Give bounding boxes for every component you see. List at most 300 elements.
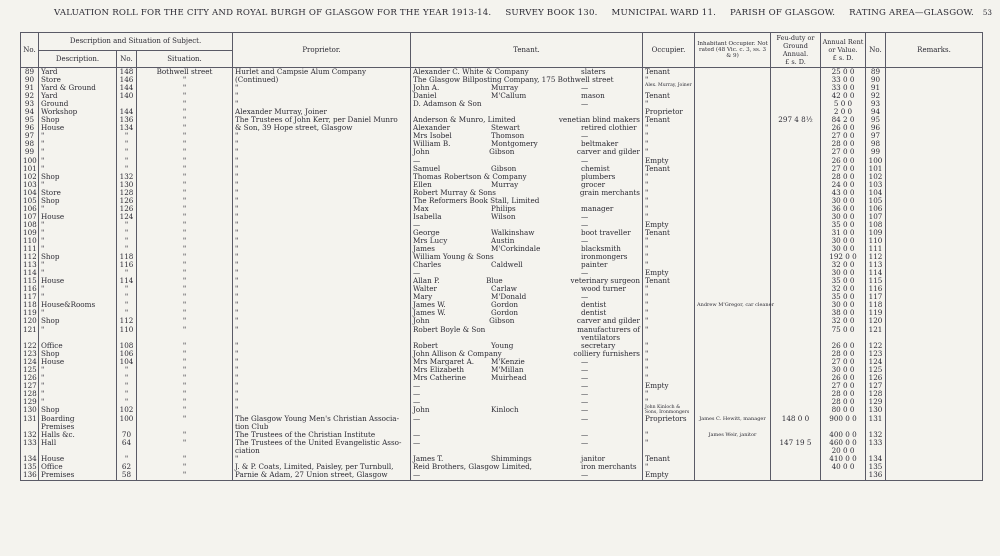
tenant-occupation: beltmaker xyxy=(581,139,619,149)
row-remarks xyxy=(886,285,983,293)
row-description: Ground xyxy=(39,100,117,108)
tenant-first: George xyxy=(413,227,440,237)
row-rent: 84 2 0 xyxy=(821,116,866,124)
row-description: " xyxy=(39,165,117,173)
row-rent: 28 0 0 xyxy=(821,173,866,181)
tenant-occupation: — xyxy=(581,396,589,406)
col-rent-label: Annual Rent or Value. xyxy=(822,38,864,54)
row-rent: 33 0 0 xyxy=(821,76,866,84)
tenant-surname: Wilson xyxy=(491,211,516,221)
row-proprietor: " xyxy=(233,382,411,390)
row-number-right: 121 xyxy=(866,326,886,334)
row-occupier: Alex. Murray, Joiner xyxy=(643,84,695,92)
row-occupier xyxy=(643,334,695,342)
row-street-number: " xyxy=(117,374,137,382)
row-description: House xyxy=(39,358,117,366)
row-inhabitant: James Weir, janitor xyxy=(695,431,771,439)
row-feu xyxy=(771,398,821,406)
row-street-number: 114 xyxy=(117,277,137,285)
row-occupier: " xyxy=(643,342,695,350)
row-inhabitant xyxy=(695,68,771,77)
row-inhabitant xyxy=(695,108,771,116)
table-row xyxy=(21,463,983,471)
row-proprietor: The Glasgow Young Men's Christian Associa- xyxy=(233,415,411,423)
row-rent: 27 0 0 xyxy=(821,148,866,156)
row-occupier: Empty xyxy=(643,471,695,480)
row-street-number: 116 xyxy=(117,261,137,269)
row-proprietor: " xyxy=(233,253,411,261)
tenant-first: William B. xyxy=(413,139,451,149)
tenant-surname: Carlaw xyxy=(491,284,517,294)
row-occupier: John Kinloch & Sons, Ironmongers xyxy=(643,406,695,415)
row-occupier: " xyxy=(643,100,695,108)
row-description: Shop xyxy=(39,173,117,181)
row-description: " xyxy=(39,390,117,398)
tenant-surname: Gordon xyxy=(491,308,519,318)
row-street-number: 140 xyxy=(117,92,137,100)
row-proprietor: " xyxy=(233,326,411,334)
tenant-surname xyxy=(491,471,581,479)
row-description: Halls &c. xyxy=(39,431,117,439)
row-street-number: " xyxy=(117,293,137,301)
row-situation: " xyxy=(137,374,233,382)
row-inhabitant xyxy=(695,92,771,100)
row-rent: 28 0 0 xyxy=(821,350,866,358)
row-street-number: " xyxy=(117,285,137,293)
row-tenant xyxy=(411,463,643,471)
row-street-number: 100 xyxy=(117,415,137,423)
row-number-right: 136 xyxy=(866,471,886,480)
row-number-right: 111 xyxy=(866,245,886,253)
tenant-occupation: — xyxy=(581,219,589,229)
col-situation: Situation. xyxy=(137,50,233,68)
row-description: " xyxy=(39,309,117,317)
tenant-surname: Shimmings xyxy=(491,454,532,464)
tenant-first: Samuel xyxy=(413,163,441,173)
tenant-occupation xyxy=(581,76,640,84)
row-description: Yard & Ground xyxy=(39,84,117,92)
tenant-surname: Gibson xyxy=(489,147,515,157)
row-rent: 30 0 0 xyxy=(821,237,866,245)
row-remarks xyxy=(886,197,983,205)
tenant-first: — xyxy=(413,396,421,406)
row-situation: " xyxy=(137,189,233,197)
row-proprietor: " xyxy=(233,358,411,366)
row-number-right: 116 xyxy=(866,285,886,293)
row-inhabitant xyxy=(695,261,771,269)
row-proprietor: " xyxy=(233,100,411,108)
row-street-number: " xyxy=(117,398,137,406)
row-description: " xyxy=(39,245,117,253)
col-occupier: Occupier. xyxy=(643,33,695,68)
row-inhabitant xyxy=(695,132,771,140)
row-feu xyxy=(771,293,821,301)
row-number-right: 123 xyxy=(866,350,886,358)
row-inhabitant xyxy=(695,398,771,406)
tenant-occupation: iron merchants xyxy=(581,462,637,472)
col-inhabitant: Inhabitant Occupier. Not rated (48 Vic. c. 3, ss. 3 & 9) xyxy=(695,33,771,68)
row-feu xyxy=(771,358,821,366)
row-description: " xyxy=(39,221,117,229)
row-street-number: " xyxy=(117,269,137,277)
row-occupier: " xyxy=(643,261,695,269)
row-street-number: 132 xyxy=(117,173,137,181)
row-situation: " xyxy=(137,116,233,124)
row-inhabitant xyxy=(695,277,771,285)
row-feu xyxy=(771,181,821,189)
row-street-number: " xyxy=(117,132,137,140)
row-situation: " xyxy=(137,342,233,350)
row-feu xyxy=(771,165,821,173)
row-remarks xyxy=(886,439,983,447)
row-situation: " xyxy=(137,165,233,173)
row-proprietor: " xyxy=(233,221,411,229)
row-proprietor: " xyxy=(233,237,411,245)
row-inhabitant xyxy=(695,221,771,229)
row-situation: " xyxy=(137,92,233,100)
row-number-right: 98 xyxy=(866,140,886,148)
row-tenant xyxy=(411,173,643,181)
row-proprietor: Hurlet and Campsie Alum Company xyxy=(233,68,411,77)
row-description: " xyxy=(39,398,117,406)
row-remarks xyxy=(886,350,983,358)
tenant-occupation: venetian blind makers xyxy=(558,115,640,125)
row-number: 107 xyxy=(21,213,39,221)
tenant-occupation: chemist xyxy=(581,163,610,173)
row-tenant xyxy=(411,439,643,447)
row-inhabitant xyxy=(695,100,771,108)
row-street-number: 112 xyxy=(117,317,137,325)
valuation-table xyxy=(20,32,983,481)
row-street-number: 118 xyxy=(117,253,137,261)
row-feu xyxy=(771,213,821,221)
tenant-surname: Murray xyxy=(491,83,519,93)
page-number: 53 xyxy=(982,8,992,17)
row-description: " xyxy=(39,366,117,374)
row-rent: 80 0 0 xyxy=(821,406,866,415)
tenant-surname xyxy=(491,431,581,439)
row-occupier: " xyxy=(643,205,695,213)
tenant-occupation: dentist xyxy=(581,308,607,318)
row-occupier: " xyxy=(643,398,695,406)
row-street-number: 62 xyxy=(117,463,137,471)
row-description: " xyxy=(39,140,117,148)
row-number-right: 108 xyxy=(866,221,886,229)
row-situation: " xyxy=(137,431,233,439)
row-rent: 27 0 0 xyxy=(821,165,866,173)
row-situation: " xyxy=(137,140,233,148)
table-row xyxy=(21,326,983,334)
row-tenant xyxy=(411,415,643,423)
row-rent: 28 0 0 xyxy=(821,398,866,406)
row-number-right: 106 xyxy=(866,205,886,213)
row-remarks xyxy=(886,447,983,455)
tenant-occupation: — xyxy=(581,372,589,382)
tenant-occupation: — xyxy=(581,380,589,390)
row-rent: 2 0 0 xyxy=(821,108,866,116)
row-description: Shop xyxy=(39,197,117,205)
row-description: Office xyxy=(39,463,117,471)
row-number: 108 xyxy=(21,221,39,229)
row-remarks xyxy=(886,205,983,213)
row-remarks xyxy=(886,173,983,181)
row-remarks xyxy=(886,366,983,374)
row-feu xyxy=(771,334,821,342)
tenant-first: Daniel xyxy=(413,91,437,101)
table-row xyxy=(21,415,983,423)
row-number: 90 xyxy=(21,76,39,84)
row-proprietor: The Trustees of the Christian Institute xyxy=(233,431,411,439)
row-inhabitant xyxy=(695,439,771,447)
row-number: 129 xyxy=(21,398,39,406)
row-rent: 28 0 0 xyxy=(821,140,866,148)
row-description: " xyxy=(39,293,117,301)
row-inhabitant xyxy=(695,173,771,181)
row-inhabitant: Andrew M'Gregor, car cleaner xyxy=(695,301,771,309)
row-proprietor: " xyxy=(233,261,411,269)
tenant-occupation: plumbers xyxy=(581,171,616,181)
row-proprietor: " xyxy=(233,366,411,374)
tenant-occupation: colliery furnishers xyxy=(573,348,640,358)
row-inhabitant xyxy=(695,197,771,205)
tenant-first: Robert Murray & Sons xyxy=(413,187,496,197)
tenant-surname: Muirhead xyxy=(491,372,527,382)
tenant-first: The Glasgow Billposting Company, 175 Bothwell street xyxy=(413,75,614,85)
row-proprietor: " xyxy=(233,132,411,140)
row-feu xyxy=(771,124,821,132)
row-tenant xyxy=(411,374,643,382)
row-number: 113 xyxy=(21,261,39,269)
tenant-surname xyxy=(491,463,581,471)
row-inhabitant xyxy=(695,334,771,342)
tenant-surname: M'Donald xyxy=(491,292,527,302)
row-proprietor: " xyxy=(233,406,411,415)
row-number: 126 xyxy=(21,374,39,382)
row-inhabitant xyxy=(695,213,771,221)
row-proprietor: J. & P. Coats, Limited, Paisley, per Turnbull, xyxy=(233,463,411,471)
row-description: " xyxy=(39,269,117,277)
row-proprietor: " xyxy=(233,148,411,156)
row-rent: 27 0 0 xyxy=(821,382,866,390)
row-rent: 30 0 0 xyxy=(821,245,866,253)
row-tenant xyxy=(411,406,643,415)
row-description: Shop xyxy=(39,406,117,415)
row-number: 105 xyxy=(21,197,39,205)
row-street-number: 126 xyxy=(117,205,137,213)
row-tenant xyxy=(411,398,643,406)
row-feu xyxy=(771,309,821,317)
row-description: House xyxy=(39,277,117,285)
row-situation: " xyxy=(137,269,233,277)
tenant-first: John A. xyxy=(413,83,440,93)
tenant-occupation: blacksmith xyxy=(581,244,621,254)
row-description: " xyxy=(39,374,117,382)
row-inhabitant xyxy=(695,471,771,480)
row-tenant xyxy=(411,285,643,293)
row-number: 118 xyxy=(21,301,39,309)
row-occupier: Proprietor xyxy=(643,108,695,116)
row-inhabitant xyxy=(695,229,771,237)
row-proprietor: " xyxy=(233,301,411,309)
row-street-number: 136 xyxy=(117,116,137,124)
row-street-number: 102 xyxy=(117,406,137,415)
tenant-surname xyxy=(491,415,581,423)
row-inhabitant xyxy=(695,269,771,277)
row-situation: " xyxy=(137,132,233,140)
row-inhabitant xyxy=(695,293,771,301)
row-occupier: " xyxy=(643,358,695,366)
row-occupier: " xyxy=(643,173,695,181)
row-feu xyxy=(771,301,821,309)
row-feu xyxy=(771,317,821,325)
row-proprietor: Parnie & Adam, 27 Union street, Glasgow xyxy=(233,471,411,480)
tenant-occupation: — xyxy=(581,364,589,374)
row-number-right: 95 xyxy=(866,116,886,124)
row-feu xyxy=(771,100,821,108)
row-proprietor: " xyxy=(233,189,411,197)
row-street-number: 104 xyxy=(117,358,137,366)
tenant-surname: Thomson xyxy=(491,131,525,141)
row-number: 124 xyxy=(21,358,39,366)
row-occupier: Tenant xyxy=(643,455,695,463)
row-description: Hall xyxy=(39,439,117,447)
tenant-surname: Young xyxy=(491,340,514,350)
row-description: " xyxy=(39,237,117,245)
row-inhabitant xyxy=(695,124,771,132)
row-proprietor: " xyxy=(233,173,411,181)
row-proprietor: & Son, 39 Hope street, Glasgow xyxy=(233,124,411,132)
row-situation: " xyxy=(137,326,233,334)
row-number: 95 xyxy=(21,116,39,124)
row-situation: " xyxy=(137,277,233,285)
row-number-right: 120 xyxy=(866,317,886,325)
row-number: 128 xyxy=(21,390,39,398)
tenant-first: Walter xyxy=(413,284,437,294)
tenant-surname xyxy=(491,390,581,398)
row-number-right: 99 xyxy=(866,148,886,156)
row-situation: " xyxy=(137,148,233,156)
tenant-first: James T. xyxy=(413,454,444,464)
row-rent: 30 0 0 xyxy=(821,301,866,309)
row-description: Shop xyxy=(39,317,117,325)
row-proprietor: Alexander Murray, Joiner xyxy=(233,108,411,116)
tenant-occupation: — xyxy=(581,235,589,245)
row-feu xyxy=(771,189,821,197)
row-inhabitant xyxy=(695,358,771,366)
row-rent: 26 0 0 xyxy=(821,157,866,165)
row-occupier: Empty xyxy=(643,221,695,229)
tenant-occupation: janitor xyxy=(581,454,606,464)
row-description: Workshop xyxy=(39,108,117,116)
tenant-first: Anderson & Munro, Limited xyxy=(413,115,516,125)
row-number: 114 xyxy=(21,269,39,277)
row-inhabitant xyxy=(695,253,771,261)
row-number-right: 127 xyxy=(866,382,886,390)
row-proprietor: ciation xyxy=(233,447,411,455)
row-remarks xyxy=(886,221,983,229)
row-remarks xyxy=(886,326,983,334)
row-feu xyxy=(771,277,821,285)
row-remarks xyxy=(886,390,983,398)
row-proprietor: " xyxy=(233,390,411,398)
row-occupier: " xyxy=(643,390,695,398)
row-rent: 33 0 0 xyxy=(821,84,866,92)
row-feu xyxy=(771,455,821,463)
row-occupier: Empty xyxy=(643,382,695,390)
row-remarks xyxy=(886,269,983,277)
row-number: 102 xyxy=(21,173,39,181)
row-rent: 32 0 0 xyxy=(821,285,866,293)
row-number: 109 xyxy=(21,229,39,237)
row-occupier: " xyxy=(643,350,695,358)
row-remarks xyxy=(886,253,983,261)
row-occupier: " xyxy=(643,148,695,156)
row-inhabitant xyxy=(695,423,771,431)
row-situation: " xyxy=(137,406,233,415)
row-occupier: Tenant xyxy=(643,229,695,237)
row-rent: 5 0 0 xyxy=(821,100,866,108)
row-occupier: Tenant xyxy=(643,277,695,285)
tenant-occupation: — xyxy=(581,438,589,448)
tenant-surname: Murray xyxy=(491,179,519,189)
row-rent: 460 0 0 xyxy=(821,439,866,447)
row-proprietor: (Continued) xyxy=(233,76,411,84)
tenant-surname xyxy=(491,269,581,277)
row-occupier: Empty xyxy=(643,269,695,277)
row-description: House xyxy=(39,124,117,132)
row-street-number: 146 xyxy=(117,76,137,84)
row-rent: 75 0 0 xyxy=(821,326,866,334)
row-inhabitant xyxy=(695,463,771,471)
row-number-right: 101 xyxy=(866,165,886,173)
row-feu xyxy=(771,84,821,92)
tenant-first: Mary xyxy=(413,292,433,302)
tenant-occupation: — xyxy=(581,131,589,141)
row-number: 100 xyxy=(21,157,39,165)
tenant-occupation: — xyxy=(581,404,589,414)
row-proprietor: " xyxy=(233,140,411,148)
row-street-number: " xyxy=(117,229,137,237)
row-inhabitant xyxy=(695,140,771,148)
row-remarks xyxy=(886,100,983,108)
tenant-surname: Stewart xyxy=(491,123,520,133)
row-remarks xyxy=(886,431,983,439)
tenant-first: Mrs Margaret A. xyxy=(413,356,475,366)
row-feu xyxy=(771,342,821,350)
row-feu xyxy=(771,350,821,358)
row-inhabitant xyxy=(695,285,771,293)
row-proprietor: " xyxy=(233,92,411,100)
row-rent: 40 0 0 xyxy=(821,463,866,471)
row-number: 120 xyxy=(21,317,39,325)
row-inhabitant xyxy=(695,455,771,463)
row-description: Yard xyxy=(39,92,117,100)
row-inhabitant xyxy=(695,245,771,253)
row-remarks xyxy=(886,237,983,245)
row-occupier: Tenant xyxy=(643,116,695,124)
row-occupier: " xyxy=(643,285,695,293)
row-feu xyxy=(771,229,821,237)
row-number: 134 xyxy=(21,455,39,463)
row-rent: 43 0 0 xyxy=(821,189,866,197)
row-occupier: Proprietors xyxy=(643,415,695,423)
col-rent xyxy=(821,33,866,68)
row-tenant xyxy=(411,390,643,398)
row-tenant xyxy=(411,471,643,480)
row-tenant xyxy=(411,100,643,108)
row-feu xyxy=(771,390,821,398)
table-row xyxy=(21,471,983,480)
